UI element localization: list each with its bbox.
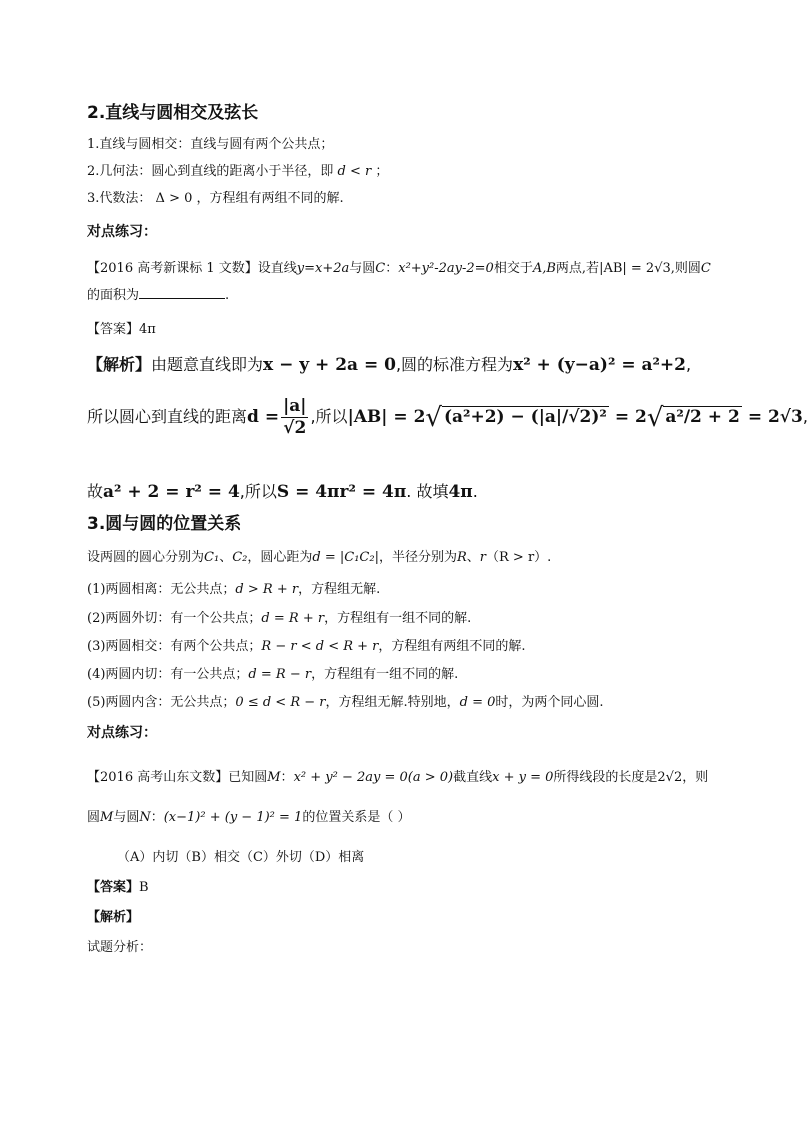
text: . 故填 <box>406 482 449 501</box>
text: 的面积为 <box>87 288 140 303</box>
math-inline: R <box>456 550 467 565</box>
text: 的位置关系是（ ） <box>302 810 411 825</box>
math-inline: C₁ <box>204 550 220 565</box>
math-inline: C <box>375 261 386 276</box>
question-source: 【2016 高考新课标 1 文数】 <box>87 261 258 276</box>
text: ，方程组有一组不同的解. <box>311 667 459 682</box>
text: (3)两圆相交：有两个公共点； <box>87 639 262 654</box>
fraction-numerator: |a| <box>283 396 307 416</box>
math-inline: M <box>267 770 281 785</box>
list-item <box>87 635 526 654</box>
math-inline: R − r < d < R + r <box>261 639 379 654</box>
text: ，方程组有两组不同的解. <box>196 191 344 206</box>
text: , <box>802 407 808 426</box>
math-inline: d = |C₁C₂| <box>312 550 379 565</box>
text: (1)两圆相离：无公共点； <box>87 582 236 597</box>
fraction <box>281 398 308 437</box>
text: , <box>686 355 692 374</box>
text: 与圆 <box>113 810 140 825</box>
answer-options: （A）内切（B）相交（C）外切（D）相离 <box>117 850 365 865</box>
question-line <box>87 257 711 276</box>
math-inline: y=x+2a <box>296 261 350 276</box>
answer-blank <box>139 288 225 299</box>
paragraph <box>87 546 551 565</box>
text: ,所以 <box>239 482 277 501</box>
math-inline: r <box>479 550 486 565</box>
math-inline: (x−1)² + (y − 1)² = 1 <box>163 810 303 825</box>
math-inline: N <box>139 810 151 825</box>
text: ，方程组无解. <box>298 582 381 597</box>
text: ，方程组有两组不同的解. <box>378 639 526 654</box>
text: . <box>547 550 552 565</box>
text: 所以圆心到直线的距离 <box>87 407 248 426</box>
text: ,所以 <box>310 407 348 426</box>
text: ，圆心距为 <box>247 550 313 565</box>
text: 由题意直线即为 <box>151 355 264 374</box>
list-item <box>87 578 380 597</box>
math-inline: 0 ≤ d < R − r <box>235 695 326 710</box>
text: 时，为两个同心圆. <box>495 695 604 710</box>
text: 、 <box>219 550 233 565</box>
analysis-line <box>87 398 808 437</box>
math-inline: = 2√3 <box>747 407 803 427</box>
practice-label: 对点练习： <box>87 224 157 240</box>
math-inline: S = 4πr² = 4π <box>276 482 407 502</box>
question-line <box>87 766 708 785</box>
text: ； <box>375 164 389 179</box>
math-inline: x² + (y−a)² = a²+2 <box>513 355 687 375</box>
analysis-line <box>87 352 691 375</box>
text: (2)两圆外切：有一个公共点； <box>87 611 262 626</box>
analysis-label: 【解析】 <box>87 910 140 925</box>
text: 截直线 <box>453 770 493 785</box>
math-inline: C₂ <box>232 550 248 565</box>
math-inline: |AB| = 2√3 <box>599 261 671 276</box>
answer-value: B <box>139 880 149 895</box>
text: ，半径分别为 <box>378 550 457 565</box>
math-inline: d = <box>247 407 280 427</box>
text: 相交于 <box>493 261 533 276</box>
text: 2.几何法：圆心到直线的距离小于半径，即 <box>87 164 334 179</box>
list-item <box>87 691 604 710</box>
math-inline: d < r <box>337 164 372 179</box>
analysis-line <box>87 479 478 502</box>
math-inline: d > R + r <box>235 582 299 597</box>
radicand: a²/2 + 2 <box>665 407 740 427</box>
paragraph <box>87 160 388 179</box>
analysis-label: 【解析】 <box>87 355 152 374</box>
paragraph: 试题分析： <box>87 940 153 955</box>
math-inline: x − y + 2a = 0 <box>263 355 396 375</box>
question-line <box>87 806 410 825</box>
fraction-denominator: √2 <box>283 418 307 438</box>
text: ，则 <box>682 770 709 785</box>
section-heading: 2.直线与圆相交及弦长 <box>87 103 259 123</box>
text: ： <box>150 810 164 825</box>
text: 、 <box>466 550 480 565</box>
text: . <box>472 482 478 501</box>
text: 设直线 <box>257 261 297 276</box>
text: ，方程组无解.特别地， <box>325 695 460 710</box>
answer-value: 4π <box>139 322 156 337</box>
radical-sign: √ <box>646 403 664 433</box>
math-inline: Δ > 0 <box>155 191 193 206</box>
math-inline: |AB| = 2 <box>347 407 426 427</box>
text: 圆 <box>87 810 101 825</box>
text: 故 <box>87 482 104 501</box>
radicand: (a²+2) − (|a|/√2)² <box>443 407 607 427</box>
text: 与圆 <box>349 261 376 276</box>
text: (4)两圆内切：有一公共点； <box>87 667 249 682</box>
answer-label: 【答案】 <box>87 880 140 895</box>
math-inline: d = 0 <box>459 695 496 710</box>
math-inline: x²+y²-2ay-2=0 <box>398 261 494 276</box>
math-inline: （R > r） <box>486 550 548 565</box>
text: 所得线段的长度是 <box>553 770 658 785</box>
question-source: 【2016 高考山东文数】 <box>87 770 229 785</box>
text: ： <box>385 261 399 276</box>
math-inline: d = R − r <box>248 667 312 682</box>
answer-line <box>87 876 149 895</box>
text: . <box>225 288 230 303</box>
text: 两点,若 <box>555 261 600 276</box>
math-inline: M <box>100 810 114 825</box>
list-item <box>87 607 471 626</box>
section-heading: 3.圆与圆的位置关系 <box>87 514 242 534</box>
math-inline: 2√2 <box>657 770 683 785</box>
math-inline: x + y = 0 <box>492 770 554 785</box>
math-inline: 4π <box>448 482 473 502</box>
radical-sign: √ <box>425 403 442 433</box>
math-inline: C <box>700 261 711 276</box>
question-line <box>87 284 229 303</box>
text: ,则圆 <box>670 261 701 276</box>
math-inline: a² + 2 = r² = 4 <box>103 482 240 502</box>
paragraph <box>87 187 344 206</box>
list-item <box>87 663 458 682</box>
text: 已知圆 <box>228 770 268 785</box>
text: 设两圆的圆心分别为 <box>87 550 205 565</box>
text: 3.代数法： <box>87 191 152 206</box>
text: (5)两圆内含：无公共点； <box>87 695 236 710</box>
answer-line <box>87 318 156 337</box>
text: ,圆的标准方程为 <box>395 355 514 374</box>
math-inline: A,B <box>532 261 556 276</box>
math-inline: = 2 <box>614 407 647 427</box>
answer-label: 【答案】 <box>87 322 140 337</box>
practice-label: 对点练习： <box>87 725 157 741</box>
text: ，方程组有一组不同的解. <box>324 611 472 626</box>
math-inline: d = R + r <box>261 611 325 626</box>
paragraph: 1.直线与圆相交：直线与圆有两个公共点； <box>87 137 334 152</box>
math-inline: x² + y² − 2ay = 0(a > 0) <box>293 770 454 785</box>
text: ： <box>280 770 294 785</box>
